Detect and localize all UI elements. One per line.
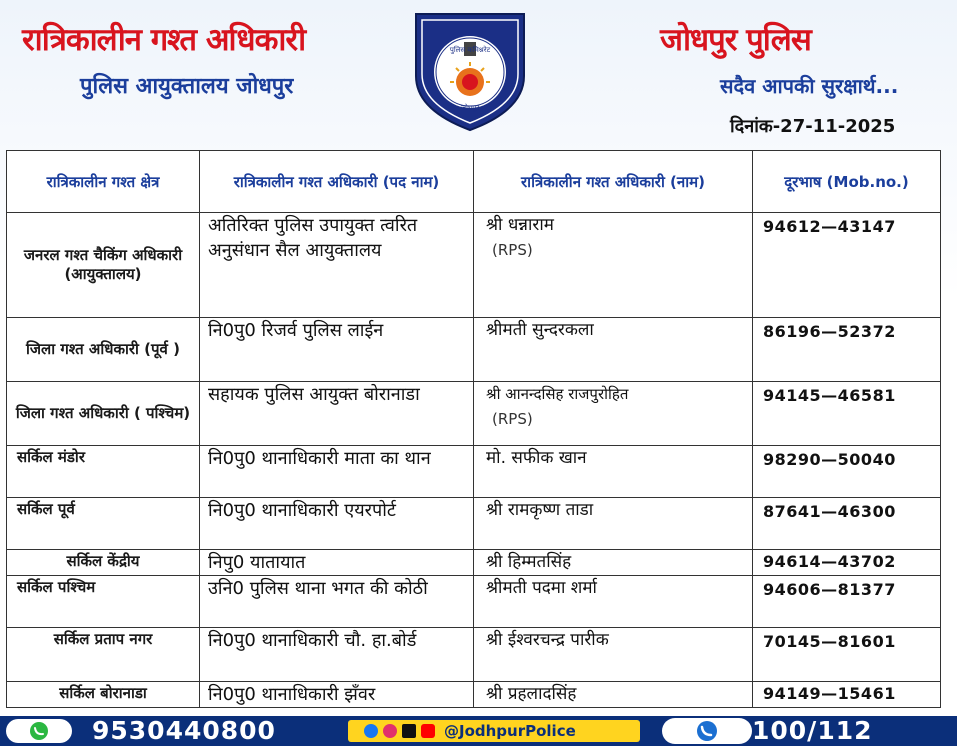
name-cell (474, 498, 753, 550)
officer-rank: (RPS) (492, 241, 533, 259)
patrol-officer-table (6, 150, 940, 708)
area-cell: जिला गश्त अधिकारी ( पश्चिम) (7, 382, 200, 446)
name-cell (474, 213, 753, 318)
header-subtitle-left: पुलिस आयुक्तालय जोधपुर (80, 74, 294, 99)
table-row (7, 682, 941, 708)
social-media-box (348, 720, 640, 742)
officer-name: श्री हिम्मतसिंह (486, 552, 572, 572)
mobile-cell: 94145—46581 (753, 382, 941, 446)
mobile-cell: 86196—52372 (753, 318, 941, 382)
helpline-number: 100/112 (752, 716, 873, 745)
instagram-icon (383, 724, 397, 738)
mobile-cell: 87641—46300 (753, 498, 941, 550)
whatsapp-icon (6, 719, 72, 743)
facebook-icon (364, 724, 378, 738)
mobile-cell: 94614—43702 (753, 550, 941, 576)
officer-name: श्री ईश्वरचन्द्र पारीक (486, 630, 609, 650)
table-row (7, 382, 941, 446)
area-cell: जिला गश्त अधिकारी (पूर्व ) (7, 318, 200, 382)
area-cell: सर्किल प्रताप नगर (7, 628, 200, 682)
header-title-left: रात्रिकालीन गश्त अधिकारी (22, 22, 306, 58)
mobile-cell: 98290—50040 (753, 446, 941, 498)
whatsapp-number: 9530440800 (92, 716, 276, 745)
emblem-bottom-text: जोधपुर (460, 104, 480, 112)
table-header-row (7, 151, 941, 213)
officer-rank: (RPS) (492, 410, 533, 428)
date-label: दिनांक-27-11-2025 (730, 116, 896, 137)
officer-name: श्रीमती पदमा शर्मा (486, 578, 597, 598)
name-cell (474, 550, 753, 576)
youtube-icon (421, 724, 435, 738)
post-cell: नि0पु0 थानाधिकारी माता का थान (200, 446, 474, 498)
table-row (7, 213, 941, 318)
name-cell (474, 318, 753, 382)
phone-icon (662, 718, 752, 744)
x-icon (402, 724, 416, 738)
table-row (7, 498, 941, 550)
name-cell (474, 682, 753, 708)
header-subtitle-right: सदैव आपकी सुरक्षार्थ... (720, 74, 899, 98)
name-cell (474, 628, 753, 682)
post-cell: नि0पु0 थानाधिकारी चौ. हा.बोर्ड (200, 628, 474, 682)
area-cell: सर्किल केंद्रीय (7, 550, 200, 576)
mobile-cell: 94612—43147 (753, 213, 941, 318)
area-cell: सर्किल पूर्व (7, 498, 200, 550)
table-row (7, 628, 941, 682)
emblem-top-text: पुलिस कमिश्नरेट (449, 46, 491, 54)
mobile-cell: 94606—81377 (753, 576, 941, 628)
post-cell: नि0पु0 थानाधिकारी झँवर (200, 682, 474, 708)
name-cell (474, 446, 753, 498)
header-mobile: दूरभाष (Mob.no.) (753, 151, 941, 213)
name-cell (474, 382, 753, 446)
area-cell: सर्किल पश्चिम (7, 576, 200, 628)
officer-name: श्री प्रहलादसिंह (486, 684, 577, 704)
table-row (7, 550, 941, 576)
police-emblem-icon (408, 10, 532, 132)
mobile-cell: 94149—15461 (753, 682, 941, 708)
post-cell: अतिरिक्त पुलिस उपायुक्त त्वरित अनुसंधान सैल आयुक्तालय (200, 213, 474, 318)
area-cell: सर्किल मंडोर (7, 446, 200, 498)
officer-name: मो. सफीक खान (486, 448, 587, 468)
officer-name: श्री रामकृष्ण ताडा (486, 500, 594, 520)
table-row (7, 576, 941, 628)
header-title-right: जोधपुर पुलिस (660, 22, 811, 58)
table-row (7, 318, 941, 382)
mobile-cell: 70145—81601 (753, 628, 941, 682)
officer-name: श्री आनन्दसिह राजपुरोहित (486, 385, 629, 403)
officer-name: श्रीमती सुन्दरकला (486, 320, 594, 340)
post-cell: उनि0 पुलिस थाना भगत की कोठी (200, 576, 474, 628)
post-cell: नि0पु0 थानाधिकारी एयरपोर्ट (200, 498, 474, 550)
social-handle: @JodhpurPolice (444, 722, 576, 740)
name-cell (474, 576, 753, 628)
header-area: रात्रिकालीन गश्त क्षेत्र (7, 151, 200, 213)
post-cell: सहायक पुलिस आयुक्त बोरानाडा (200, 382, 474, 446)
officer-name: श्री धन्नाराम (486, 215, 554, 235)
post-cell: निपु0 यातायात (200, 550, 474, 576)
area-cell: जनरल गश्त चैकिंग अधिकारी (आयुक्तालय) (7, 213, 200, 318)
header-name: रात्रिकालीन गश्त अधिकारी (नाम) (474, 151, 753, 213)
area-cell: सर्किल बोरानाडा (7, 682, 200, 708)
header-post: रात्रिकालीन गश्त अधिकारी (पद नाम) (200, 151, 474, 213)
post-cell: नि0पु0 रिजर्व पुलिस लाईन (200, 318, 474, 382)
table-row (7, 446, 941, 498)
